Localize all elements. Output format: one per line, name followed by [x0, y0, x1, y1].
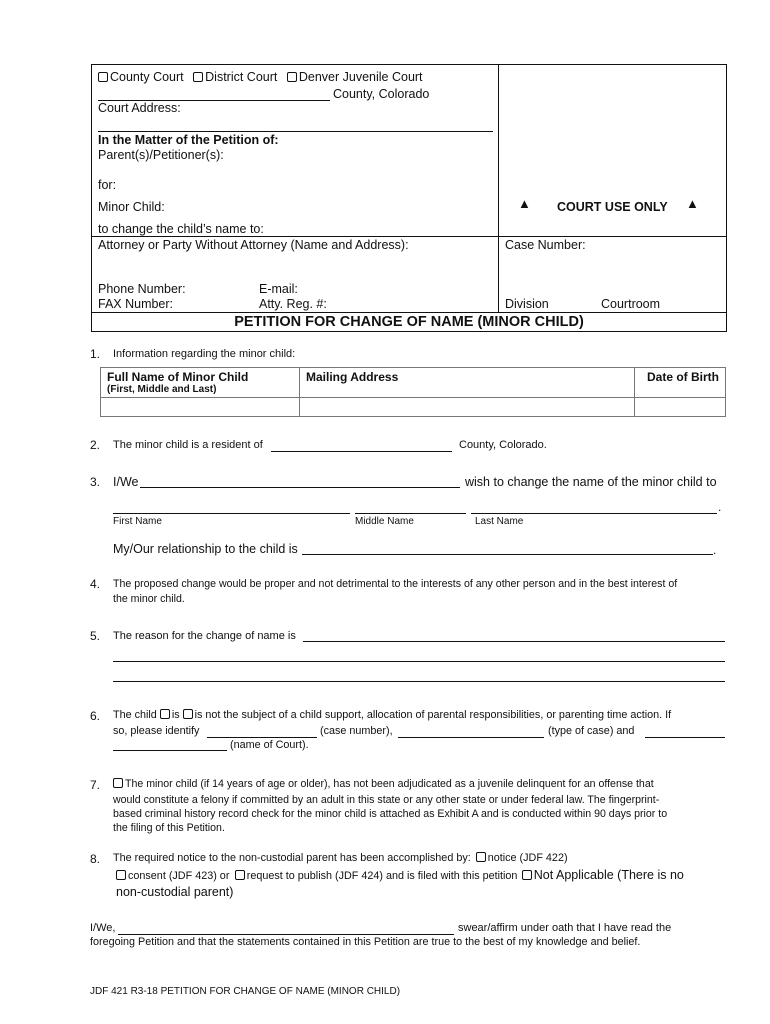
caption-divider: [498, 64, 499, 313]
item-8-l1-text: The required notice to the non-custodial parent has been accomplished by:: [113, 852, 471, 864]
district-court-checkbox[interactable]: [193, 72, 203, 82]
email-label: E-mail:: [259, 282, 298, 296]
item-7-line-3: based criminal history record check for the minor child is attached as Exhibit A and is conducted within 90 days prior to: [113, 808, 668, 820]
item-8-consent: consent (JDF 423) or: [128, 870, 230, 882]
county-court-label: County Court: [110, 70, 184, 84]
resident-county-field[interactable]: [271, 451, 452, 452]
item-4-number: 4.: [90, 577, 101, 591]
caption-title-divider: [91, 312, 726, 313]
item-3-number: 3.: [90, 475, 101, 489]
denver-juvenile-court-checkbox[interactable]: [287, 72, 297, 82]
relationship-label: My/Our relationship to the child is: [113, 542, 298, 556]
item-8-notice: notice (JDF 422): [487, 852, 568, 864]
item-3-text: wish to change the name of the minor child to: [465, 475, 717, 489]
fax-label: FAX Number:: [98, 297, 174, 311]
footer: JDF 421 R3-18 PETITION FOR CHANGE OF NAME (MINOR CHILD): [90, 986, 401, 997]
court-use-only-label: COURT USE ONLY: [557, 200, 668, 214]
table-header-address: [300, 368, 635, 398]
item-8-line-3: non-custodial parent): [116, 885, 234, 899]
item-6-so-identify: so, please identify: [113, 725, 200, 737]
first-name-label: First Name: [113, 516, 162, 527]
case-number-field[interactable]: [207, 737, 317, 738]
child-is-checkbox[interactable]: [160, 709, 170, 719]
not-applicable-checkbox[interactable]: [522, 870, 532, 880]
item-3-iwe: I/We: [113, 475, 139, 489]
item-6-line-1: [113, 709, 671, 721]
item-1-number: 1.: [90, 347, 101, 361]
item-6-is: is: [171, 709, 180, 721]
name-cell[interactable]: [101, 398, 300, 417]
col-full-name-sub: (First, Middle and Last): [107, 384, 217, 395]
reason-field-line-2[interactable]: [113, 661, 725, 662]
district-court-label: District Court: [205, 70, 278, 84]
item-4-line-2: the minor child.: [113, 593, 185, 605]
court-name-field-b[interactable]: [113, 750, 227, 751]
item-8-na: Not Applicable (There is no: [533, 868, 684, 882]
matter-title: In the Matter of the Petition of:: [98, 133, 279, 147]
item-8-line-1: [113, 852, 568, 864]
item-2-number: 2.: [90, 438, 101, 452]
table-header-name: [101, 368, 300, 398]
page-title: PETITION FOR CHANGE OF NAME (MINOR CHILD): [234, 314, 584, 330]
item-7-l1-text: The minor child (if 14 years of age or older), has not been adjudicated as a juvenile delinquent for an offense that: [125, 778, 654, 790]
parents-label: Parent(s)/Petitioner(s):: [98, 148, 224, 162]
court-name-field-a[interactable]: [645, 737, 725, 738]
triangle-left-icon: ▲: [518, 196, 531, 211]
publish-checkbox[interactable]: [235, 870, 245, 880]
relationship-field[interactable]: [302, 554, 713, 555]
minor-child-table: [100, 367, 726, 417]
type-of-case-field[interactable]: [398, 737, 544, 738]
item-5-number: 5.: [90, 629, 101, 643]
petitioner-name-field[interactable]: [140, 487, 460, 488]
for-label: for:: [98, 178, 117, 192]
item-5-text: The reason for the change of name is: [113, 630, 296, 642]
relationship-period: .: [713, 543, 717, 557]
county-court-checkbox[interactable]: [98, 72, 108, 82]
caption-box: [91, 64, 727, 332]
reason-field-line-1[interactable]: [303, 641, 725, 642]
item-6-number: 6.: [90, 709, 101, 723]
delinquency-checkbox[interactable]: [113, 778, 123, 788]
oath-name-field[interactable]: [118, 934, 454, 935]
item-1-text: Information regarding the minor child:: [113, 348, 296, 360]
item-2-text: The minor child is a resident of: [113, 439, 263, 451]
col-mailing-address: Mailing Address: [306, 370, 399, 384]
minor-child-label: Minor Child:: [98, 200, 165, 214]
consent-checkbox[interactable]: [116, 870, 126, 880]
dob-cell[interactable]: [635, 398, 726, 417]
oath-iwe: I/We,: [90, 922, 116, 934]
item-7-line-1: [113, 778, 654, 790]
phone-label: Phone Number:: [98, 282, 186, 296]
attorney-label: Attorney or Party Without Attorney (Name and Address):: [98, 238, 409, 252]
item-8-line-2: [116, 868, 684, 882]
middle-name-label: Middle Name: [355, 516, 414, 527]
county-colorado-label: County, Colorado: [333, 87, 430, 101]
courtroom-label: Courtroom: [601, 297, 661, 311]
col-full-name: Full Name of Minor Child: [107, 370, 249, 384]
new-first-name-field[interactable]: [113, 513, 350, 514]
new-name-period: .: [718, 500, 722, 514]
oath-line-2: foregoing Petition and that the statements contained in this Petition are true to the best of my knowledge and belief.: [90, 936, 641, 948]
case-number-label: Case Number:: [505, 238, 586, 252]
reason-field-line-3[interactable]: [113, 681, 725, 682]
court-address-rule: [98, 131, 493, 132]
court-type-options: [98, 70, 423, 84]
address-cell[interactable]: [300, 398, 635, 417]
item-6-child: The child: [113, 709, 157, 721]
item-7-number: 7.: [90, 778, 101, 792]
item-6-rest: is not the subject of a child support, allocation of parental responsibilities, or parenting time action. If: [194, 709, 672, 721]
new-middle-name-field[interactable]: [355, 513, 466, 514]
item-8-number: 8.: [90, 852, 101, 866]
triangle-right-icon: ▲: [686, 196, 699, 211]
new-last-name-field[interactable]: [471, 513, 717, 514]
item-8-publish: request to publish (JDF 424) and is filed with this petition: [246, 870, 518, 882]
child-is-not-checkbox[interactable]: [183, 709, 193, 719]
caption-h-divider: [91, 236, 726, 237]
change-name-to-label: to change the child’s name to:: [98, 222, 264, 236]
atty-reg-label: Atty. Reg. #:: [259, 297, 327, 311]
item-4-line-1: The proposed change would be proper and not detrimental to the interests of any other person and in the best interest of: [113, 578, 678, 590]
item-6-name-of-court: (name of Court).: [230, 739, 309, 751]
col-date-of-birth: Date of Birth: [647, 370, 719, 384]
item-2-county: County, Colorado.: [459, 439, 547, 451]
item-6-type-of-case: (type of case) and: [548, 725, 635, 737]
denver-juvenile-court-label: Denver Juvenile Court: [298, 70, 423, 84]
table-row: [101, 398, 726, 417]
last-name-label: Last Name: [475, 516, 524, 527]
item-7-line-2: would constitute a felony if committed by an adult in this state or any other state or under federal law. The fingerprint-: [113, 794, 660, 806]
table-header-dob: [635, 368, 726, 398]
item-6-case-number: (case number),: [320, 725, 393, 737]
item-7-line-4: the filing of this Petition.: [113, 822, 225, 834]
oath-line-1: swear/affirm under oath that I have read the: [458, 922, 672, 934]
court-address-label: Court Address:: [98, 101, 181, 115]
division-label: Division: [505, 297, 549, 311]
notice-checkbox[interactable]: [476, 852, 486, 862]
